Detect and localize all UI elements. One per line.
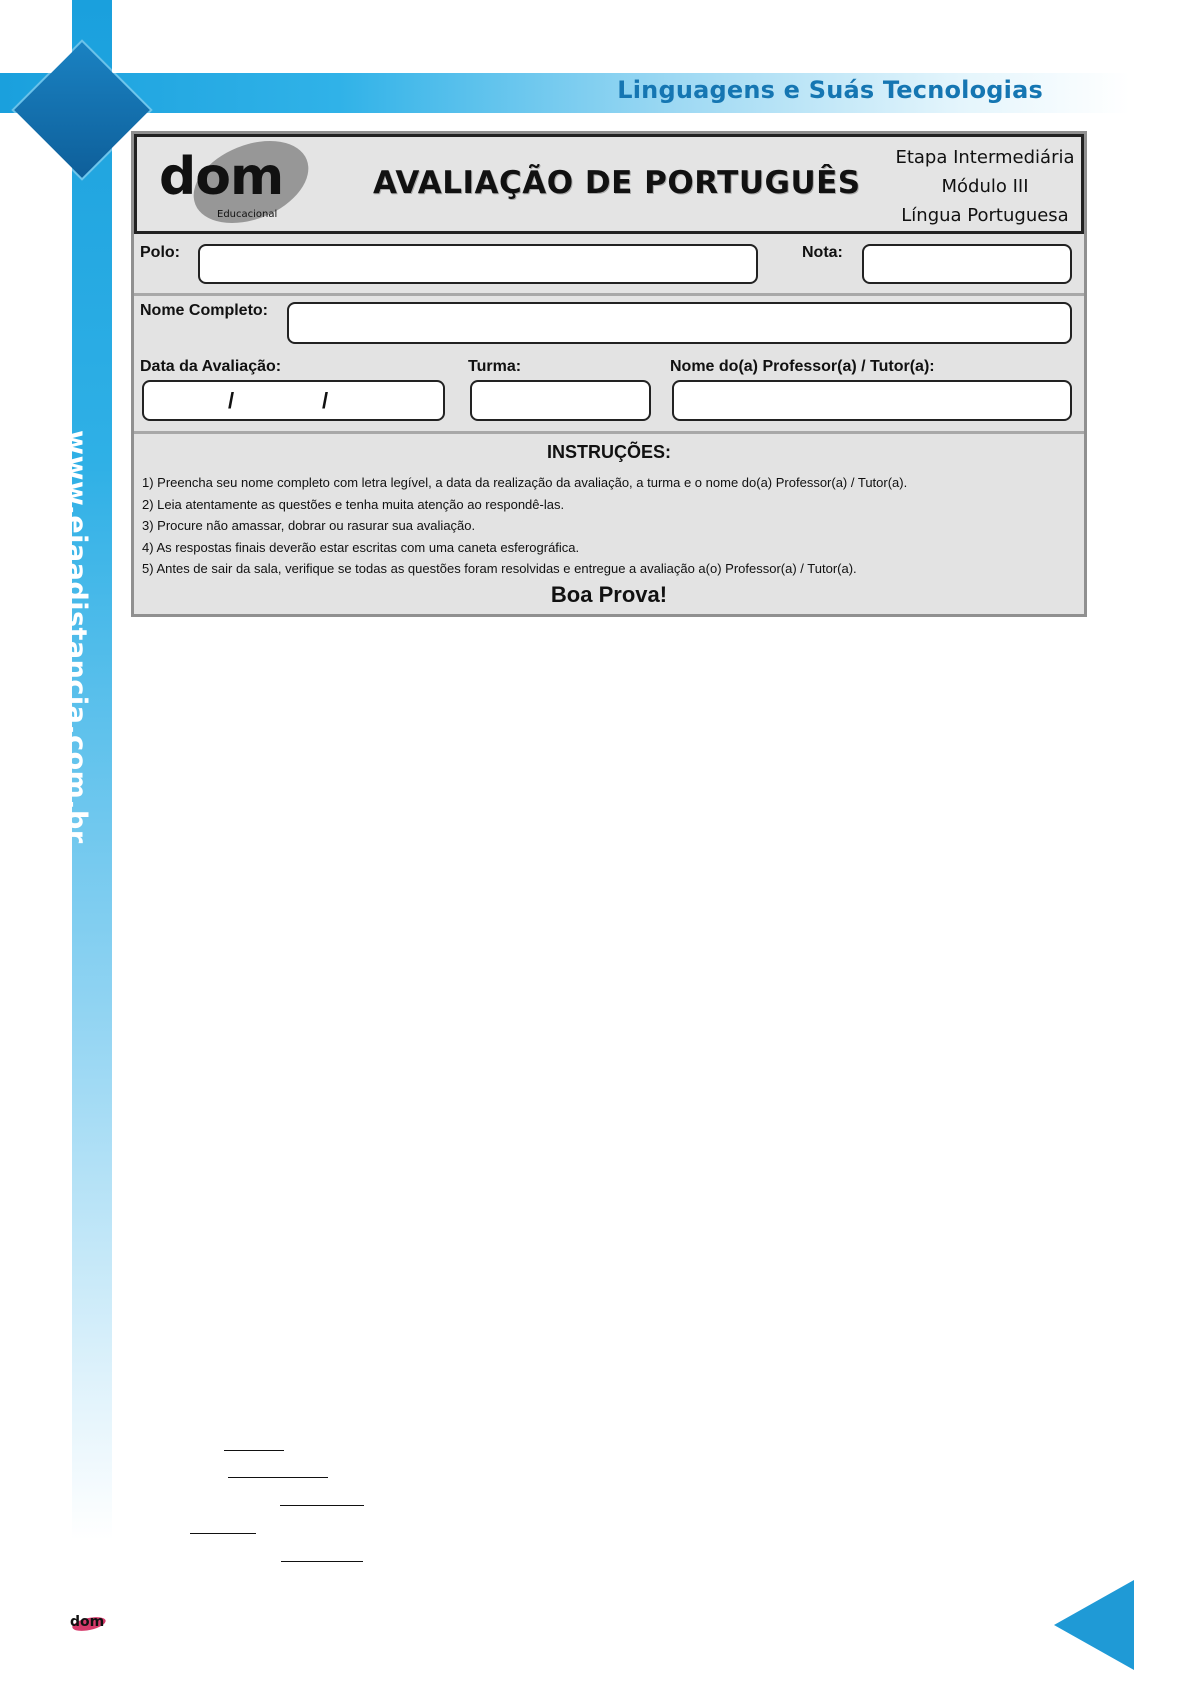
instruction-item: 4) As respostas finais deverão estar escritas com uma caneta esferográfica.	[142, 539, 580, 555]
subject-title: Linguagens e Suás Tecnologias	[617, 76, 1043, 104]
nota-label: Nota:	[802, 244, 843, 261]
data-label: Data da Avaliação:	[140, 358, 282, 375]
professor-label: Nome do(a) Professor(a) / Tutor(a):	[670, 358, 935, 375]
student-info-row	[134, 296, 1084, 434]
instructions-list	[142, 472, 907, 580]
footer-dom-logo: dom	[70, 1614, 105, 1630]
logo-subtitle: Educacional	[217, 209, 278, 220]
nome-label: Nome Completo:	[140, 302, 268, 319]
date-field[interactable]	[142, 380, 445, 421]
turma-field[interactable]	[470, 380, 651, 421]
date-slash: /	[228, 388, 235, 413]
instruction-item: 1) Preencha seu nome completo com letra legível, a data da realização da avaliação, a turma e o nome do(a) Professor(a) / Tutor(a).	[142, 475, 908, 490]
professor-field[interactable]	[672, 380, 1072, 421]
page-corner-triangle	[1054, 1580, 1134, 1670]
instruction-item: 2) Leia atentamente as questões e tenha muita atenção ao respondê-las.	[142, 496, 565, 512]
instruction-item: 3) Procure não amassar, dobrar ou rasurar sua avaliação.	[142, 518, 476, 533]
exam-module: Módulo III	[941, 176, 1029, 197]
closing-message: Boa Prova!	[550, 582, 668, 607]
exam-meta	[895, 143, 1075, 230]
answer-blank-line[interactable]	[190, 1533, 256, 1534]
nota-field[interactable]	[862, 244, 1072, 284]
answer-blank-line[interactable]	[281, 1561, 363, 1562]
dom-logo: dom	[159, 147, 284, 207]
website-url: www.ejaadistancia.com.br	[61, 430, 92, 844]
polo-field[interactable]	[198, 244, 758, 284]
exam-subject: Língua Portuguesa	[901, 205, 1069, 226]
instruction-item: 5) Antes de sair da sala, verifique se todas as questões foram resolvidas e entregue a avaliação a(o) Professor(a) / Tutor(a).	[142, 561, 857, 576]
exam-header-form	[131, 131, 1087, 617]
exam-title-bar	[134, 134, 1084, 234]
answer-blank-line[interactable]	[280, 1505, 364, 1506]
exam-title: AVALIAÇÃO DE PORTUGUÊS	[373, 165, 861, 201]
date-slash: /	[322, 388, 329, 413]
instructions-panel	[134, 434, 1084, 614]
polo-row	[134, 234, 1084, 296]
answer-blank-line[interactable]	[228, 1477, 328, 1478]
exam-stage: Etapa Intermediária	[895, 147, 1075, 168]
polo-label: Polo:	[140, 244, 180, 261]
instructions-title: INSTRUÇÕES:	[546, 442, 671, 462]
turma-label: Turma:	[468, 358, 522, 375]
diamond-ornament	[14, 42, 150, 178]
nome-field[interactable]	[287, 302, 1072, 344]
answer-blank-line[interactable]	[224, 1450, 284, 1451]
